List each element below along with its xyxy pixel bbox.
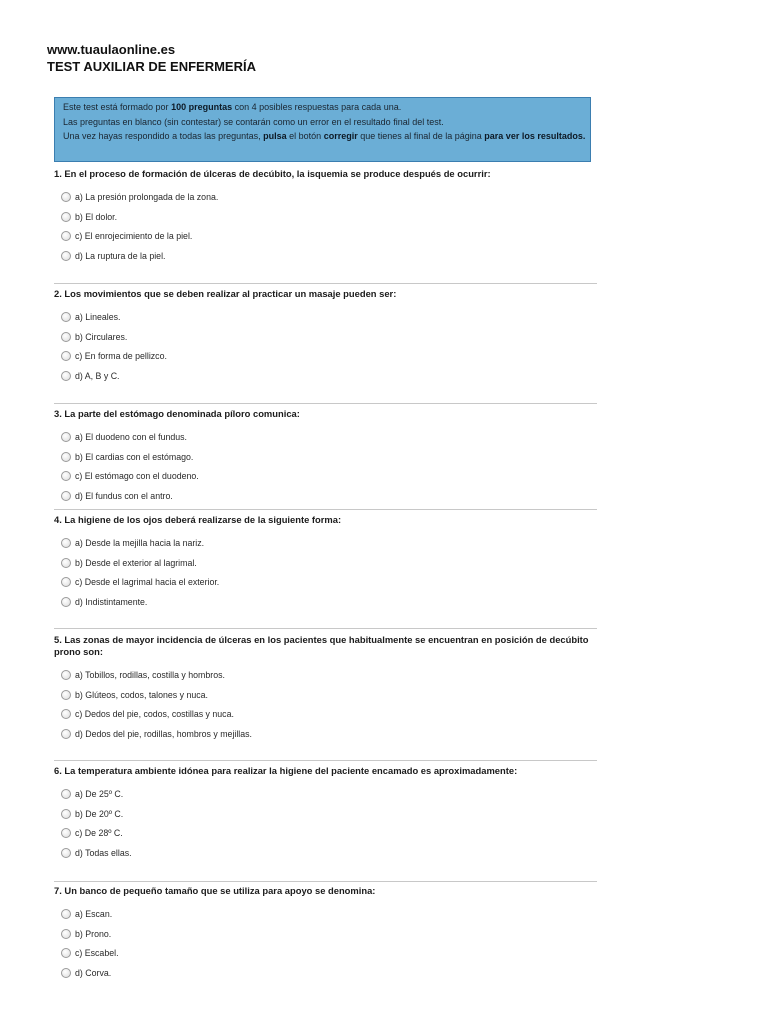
answer-option-b[interactable]: [54, 685, 599, 705]
radio-icon[interactable]: [61, 968, 71, 978]
answer-option-d[interactable]: [54, 843, 599, 863]
option-label: d) A, B y C.: [75, 370, 120, 381]
answer-option-c[interactable]: [54, 346, 599, 366]
question-title: 4. La higiene de los ojos deberá realizarse de la siguiente forma:: [54, 514, 342, 525]
answer-option-a[interactable]: [54, 307, 599, 327]
radio-icon[interactable]: [61, 709, 71, 719]
answer-option-c[interactable]: [54, 466, 599, 486]
answer-option-d[interactable]: [54, 724, 599, 744]
radio-icon[interactable]: [61, 471, 71, 481]
answer-option-c[interactable]: [54, 823, 599, 843]
option-label: a) De 25º C.: [75, 788, 124, 799]
option-label: c) El estómago con el duodeno.: [75, 471, 199, 482]
question-3: [54, 408, 599, 506]
question-title: 3. La parte del estómago denominada píloro comunica:: [54, 408, 300, 419]
answer-option-b[interactable]: [54, 924, 599, 944]
question-1: [54, 168, 599, 266]
question-divider: [54, 881, 597, 882]
answer-option-b[interactable]: [54, 207, 599, 227]
question-divider: [54, 760, 597, 761]
site-url: www.tuaulaonline.es: [47, 42, 176, 57]
instructions-line-1: Este test está formado por 100 preguntas con 4 posibles respuestas para cada una.: [63, 102, 402, 112]
radio-icon[interactable]: [61, 789, 71, 799]
radio-icon[interactable]: [61, 212, 71, 222]
answer-option-d[interactable]: [54, 366, 599, 386]
radio-icon[interactable]: [61, 231, 71, 241]
radio-icon[interactable]: [61, 558, 71, 568]
test-title: TEST AUXILIAR DE ENFERMERÍA: [47, 59, 256, 74]
question-title: 5. Las zonas de mayor incidencia de úlceras en los pacientes que habitualmente se encuentran en posición de decúbito prono son:: [54, 634, 589, 657]
radio-icon[interactable]: [61, 670, 71, 680]
instructions-line-2: Las preguntas en blanco (sin contestar) se contarán como un error en el resultado final del test.: [63, 116, 444, 127]
instructions-box: [54, 97, 591, 162]
radio-icon[interactable]: [61, 948, 71, 958]
option-label: a) Tobillos, rodillas, costilla y hombros.: [75, 669, 225, 680]
question-divider: [54, 628, 597, 629]
option-label: c) Escabel.: [75, 948, 119, 959]
radio-icon[interactable]: [61, 729, 71, 739]
option-label: b) Circulares.: [75, 331, 128, 342]
page-header: [47, 41, 256, 75]
option-label: c) De 28º C.: [75, 828, 123, 839]
question-divider: [54, 403, 597, 404]
answer-option-b[interactable]: [54, 553, 599, 573]
radio-icon[interactable]: [61, 597, 71, 607]
answer-option-c[interactable]: [54, 943, 599, 963]
option-label: d) Corva.: [75, 967, 112, 978]
option-label: a) Escan.: [75, 908, 113, 919]
question-title: 2. Los movimientos que se deben realizar al practicar un masaje pueden ser:: [54, 288, 397, 299]
radio-icon[interactable]: [61, 929, 71, 939]
question-6: [54, 765, 599, 863]
option-label: c) Desde el lagrimal hacia el exterior.: [75, 577, 220, 588]
option-label: c) Dedos del pie, codos, costillas y nuca.: [75, 709, 234, 720]
answer-option-c[interactable]: [54, 572, 599, 592]
answer-option-a[interactable]: [54, 904, 599, 924]
option-label: a) La presión prolongada de la zona.: [75, 191, 219, 202]
answer-option-b[interactable]: [54, 327, 599, 347]
option-label: b) Glúteos, codos, talones y nuca.: [75, 689, 209, 700]
option-label: d) La ruptura de la piel.: [75, 250, 166, 261]
radio-icon[interactable]: [61, 577, 71, 587]
answer-option-d[interactable]: [54, 963, 599, 983]
option-label: c) El enrojecimiento de la piel.: [75, 231, 193, 242]
answer-option-a[interactable]: [54, 784, 599, 804]
option-label: d) El fundus con el antro.: [75, 490, 173, 501]
radio-icon[interactable]: [61, 371, 71, 381]
option-label: b) De 20º C.: [75, 808, 124, 819]
answer-option-d[interactable]: [54, 246, 599, 266]
question-2: [54, 288, 599, 386]
radio-icon[interactable]: [61, 432, 71, 442]
option-label: b) Desde el exterior al lagrimal.: [75, 557, 197, 568]
radio-icon[interactable]: [61, 809, 71, 819]
radio-icon[interactable]: [61, 452, 71, 462]
radio-icon[interactable]: [61, 690, 71, 700]
question-title: 7. Un banco de pequeño tamaño que se utiliza para apoyo se denomina:: [54, 885, 376, 896]
answer-option-a[interactable]: [54, 665, 599, 685]
option-label: b) Prono.: [75, 928, 112, 939]
radio-icon[interactable]: [61, 491, 71, 501]
radio-icon[interactable]: [61, 848, 71, 858]
question-4: [54, 514, 599, 612]
question-title: 1. En el proceso de formación de úlceras de decúbito, la isquemia se produce después de ocurrir:: [54, 168, 491, 179]
radio-icon[interactable]: [61, 828, 71, 838]
radio-icon[interactable]: [61, 332, 71, 342]
option-label: d) Dedos del pie, rodillas, hombros y mejillas.: [75, 728, 252, 739]
answer-option-a[interactable]: [54, 533, 599, 553]
question-5: [54, 634, 599, 744]
option-label: d) Indistintamente.: [75, 596, 148, 607]
option-label: c) En forma de pellizco.: [75, 351, 167, 362]
question-7: [54, 885, 599, 983]
instructions-line-3: Una vez hayas respondido a todas las preguntas, pulsa el botón corregir que tienes al final de la página para ver los resultados.: [63, 131, 586, 141]
answer-option-b[interactable]: [54, 447, 599, 467]
radio-icon[interactable]: [61, 312, 71, 322]
answer-option-a[interactable]: [54, 427, 599, 447]
radio-icon[interactable]: [61, 251, 71, 261]
radio-icon[interactable]: [61, 351, 71, 361]
radio-icon[interactable]: [61, 909, 71, 919]
option-label: a) Lineales.: [75, 311, 121, 322]
answer-option-c[interactable]: [54, 704, 599, 724]
answer-option-a[interactable]: [54, 187, 599, 207]
option-label: a) Desde la mejilla hacia la nariz.: [75, 537, 205, 548]
radio-icon[interactable]: [61, 192, 71, 202]
question-divider: [54, 283, 597, 284]
answer-option-b[interactable]: [54, 804, 599, 824]
answer-option-d[interactable]: [54, 592, 599, 612]
radio-icon[interactable]: [61, 538, 71, 548]
option-label: b) El cardias con el estómago.: [75, 451, 194, 462]
option-label: b) El dolor.: [75, 211, 118, 222]
option-label: a) El duodeno con el fundus.: [75, 431, 187, 442]
option-label: d) Todas ellas.: [75, 847, 132, 858]
answer-option-c[interactable]: [54, 226, 599, 246]
answer-option-d[interactable]: [54, 486, 599, 506]
question-divider: [54, 509, 597, 510]
question-title: 6. La temperatura ambiente idónea para realizar la higiene del paciente encamado es aproximadamente:: [54, 765, 518, 776]
